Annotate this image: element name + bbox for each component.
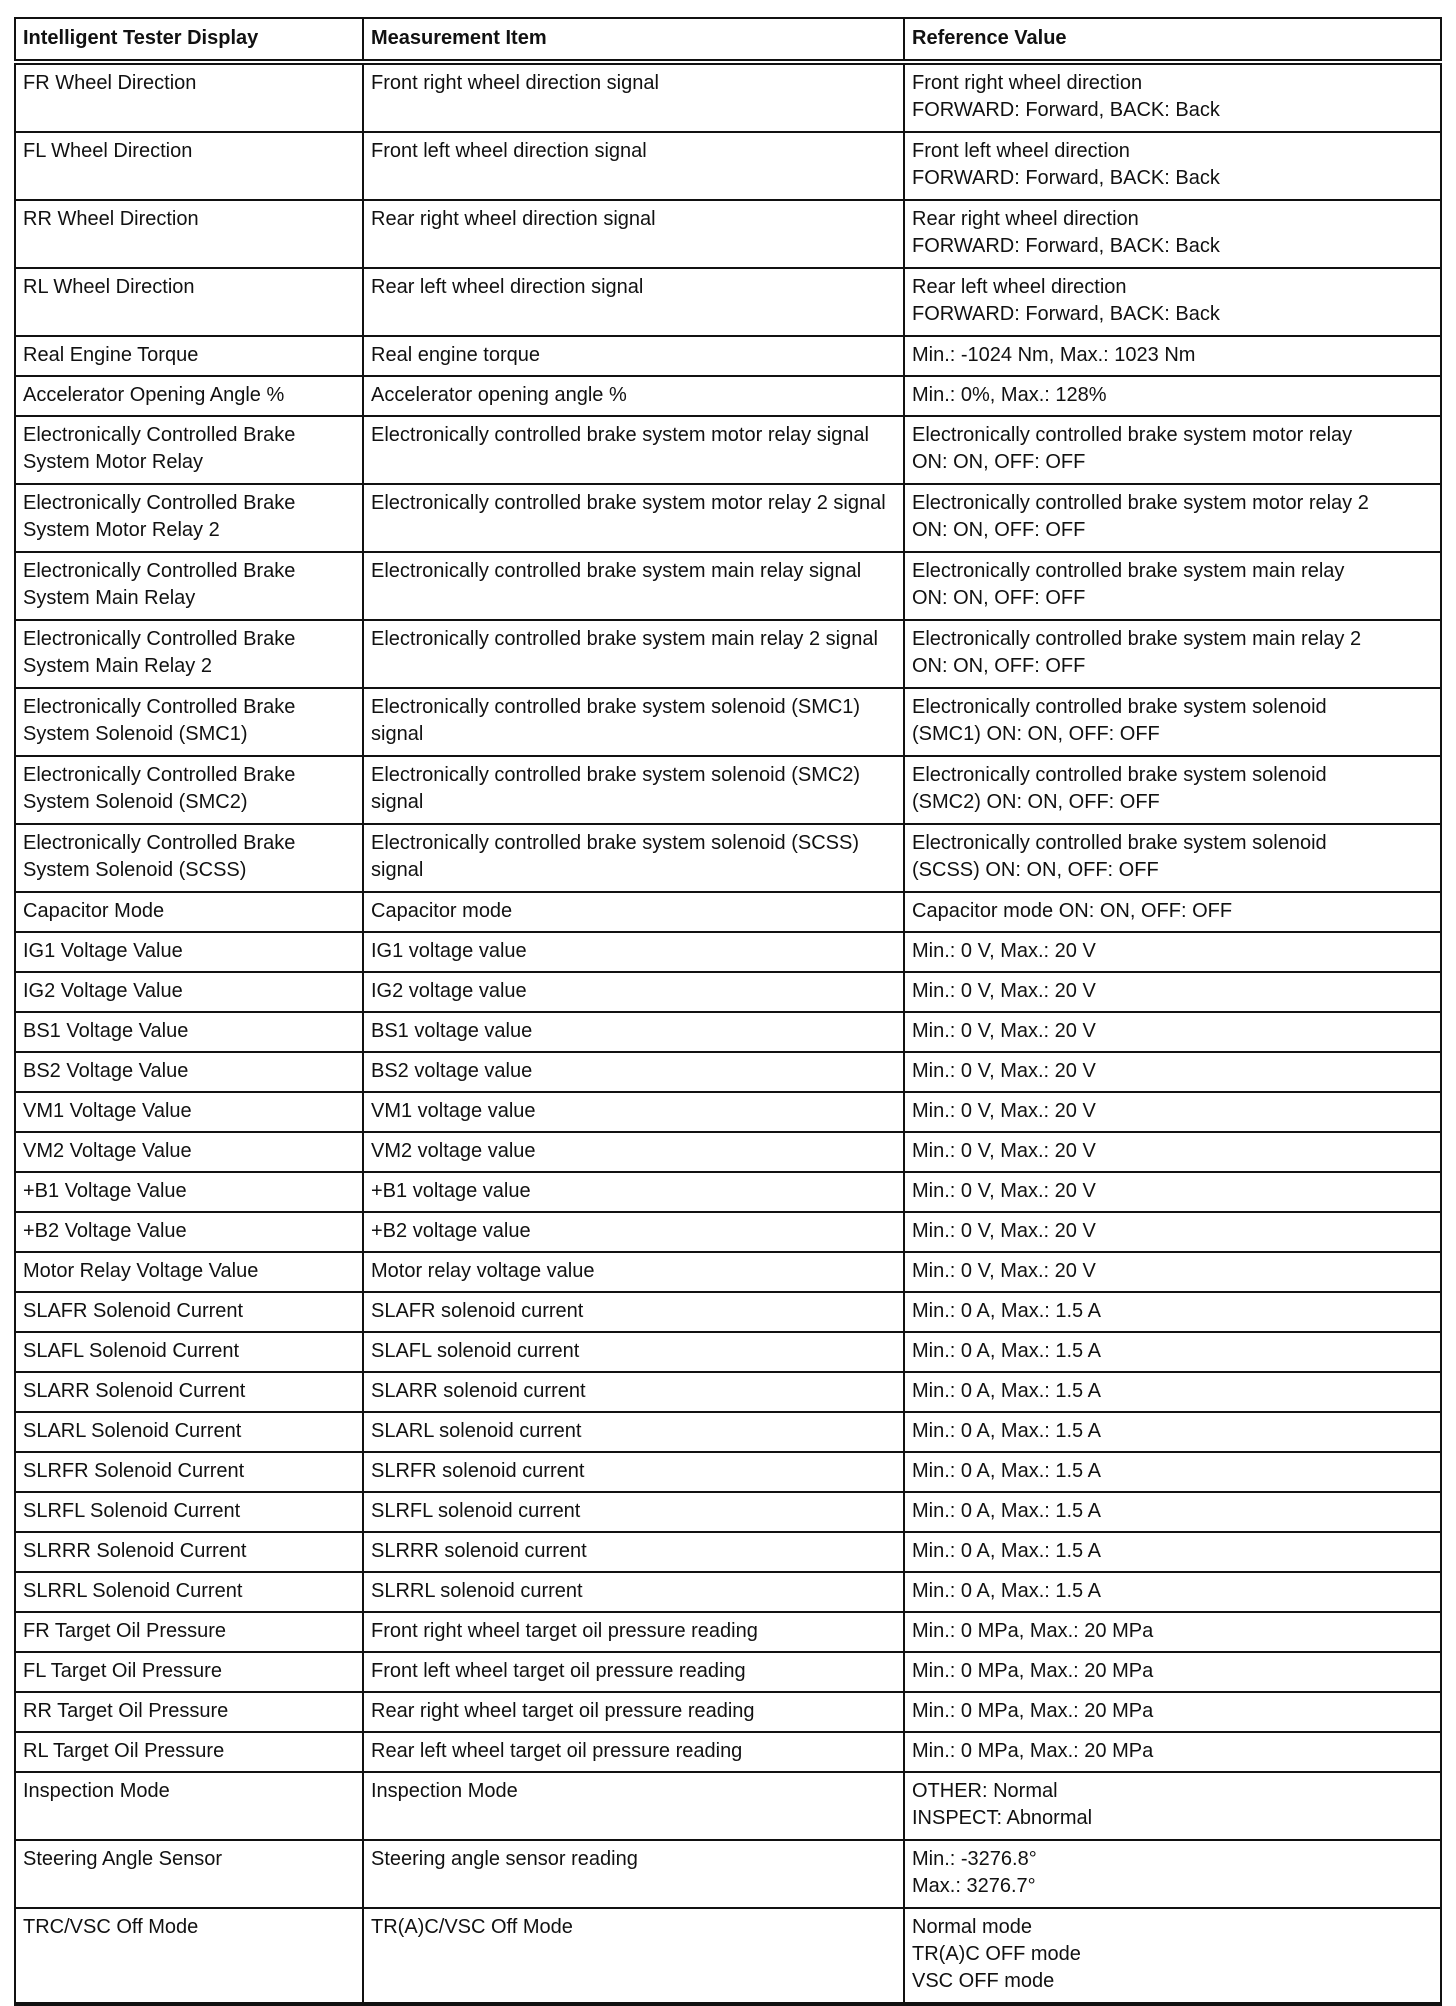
cell-tester-display: Electronically Controlled Brake System Motor Relay — [15, 416, 363, 484]
table-row — [15, 1692, 1441, 1732]
table-row — [15, 1012, 1441, 1052]
cell-reference-value — [904, 972, 1441, 1012]
cell-tester-display: Electronically Controlled Brake System Motor Relay 2 — [15, 484, 363, 552]
cell-reference-value — [904, 200, 1441, 268]
cell-measurement-item: Rear left wheel direction signal — [363, 268, 904, 336]
cell-tester-display: Capacitor Mode — [15, 892, 363, 932]
table-row — [15, 1332, 1441, 1372]
cell-measurement-item: TR(A)C/VSC Off Mode — [363, 1908, 904, 2004]
cell-tester-display: IG1 Voltage Value — [15, 932, 363, 972]
reference-line: Electronically controlled brake system solenoid — [912, 696, 1327, 718]
reference-line: Min.: 0 V, Max.: 20 V — [912, 1260, 1096, 1282]
cell-measurement-item: SLAFL solenoid current — [363, 1332, 904, 1372]
cell-reference-value — [904, 552, 1441, 620]
cell-measurement-item: SLRFL solenoid current — [363, 1492, 904, 1532]
cell-measurement-item: SLARR solenoid current — [363, 1372, 904, 1412]
cell-tester-display: +B1 Voltage Value — [15, 1172, 363, 1212]
cell-reference-value — [904, 1532, 1441, 1572]
table-header-row — [15, 18, 1441, 62]
cell-reference-value — [904, 1908, 1441, 2004]
reference-line: Min.: 0%, Max.: 128% — [912, 384, 1107, 406]
reference-line: ON: ON, OFF: OFF — [912, 519, 1086, 541]
cell-measurement-item: VM1 voltage value — [363, 1092, 904, 1132]
table-row — [15, 972, 1441, 1012]
reference-line: Min.: 0 V, Max.: 20 V — [912, 1140, 1096, 1162]
cell-reference-value — [904, 1332, 1441, 1372]
cell-measurement-item: SLRFR solenoid current — [363, 1452, 904, 1492]
table-row — [15, 1572, 1441, 1612]
reference-line: Min.: 0 A, Max.: 1.5 A — [912, 1460, 1101, 1482]
table-row — [15, 1908, 1441, 2004]
reference-line: Min.: 0 MPa, Max.: 20 MPa — [912, 1620, 1154, 1642]
cell-measurement-item: Electronically controlled brake system main relay signal — [363, 552, 904, 620]
table-row — [15, 1092, 1441, 1132]
reference-line: OTHER: Normal — [912, 1780, 1058, 1802]
cell-reference-value — [904, 1292, 1441, 1332]
data-list-table — [14, 17, 1442, 2006]
table-row — [15, 552, 1441, 620]
table-row — [15, 1532, 1441, 1572]
cell-measurement-item: Electronically controlled brake system solenoid (SMC2) signal — [363, 756, 904, 824]
cell-measurement-item: Front right wheel direction signal — [363, 62, 904, 132]
reference-line: Min.: 0 V, Max.: 20 V — [912, 1220, 1096, 1242]
cell-measurement-item: Capacitor mode — [363, 892, 904, 932]
reference-line: Min.: 0 V, Max.: 20 V — [912, 1180, 1096, 1202]
table-row — [15, 1772, 1441, 1840]
table-row — [15, 824, 1441, 892]
cell-tester-display: BS1 Voltage Value — [15, 1012, 363, 1052]
reference-line: Electronically controlled brake system solenoid — [912, 832, 1327, 854]
cell-reference-value — [904, 620, 1441, 688]
cell-tester-display: BS2 Voltage Value — [15, 1052, 363, 1092]
reference-line: Min.: 0 A, Max.: 1.5 A — [912, 1340, 1101, 1362]
table-row — [15, 200, 1441, 268]
table-row — [15, 688, 1441, 756]
reference-line: Min.: 0 A, Max.: 1.5 A — [912, 1580, 1101, 1602]
table-row — [15, 1452, 1441, 1492]
cell-reference-value — [904, 416, 1441, 484]
cell-tester-display: SLARR Solenoid Current — [15, 1372, 363, 1412]
table-row — [15, 62, 1441, 132]
cell-reference-value — [904, 484, 1441, 552]
cell-tester-display: SLRFL Solenoid Current — [15, 1492, 363, 1532]
cell-tester-display: SLARL Solenoid Current — [15, 1412, 363, 1452]
reference-line: (SMC1) ON: ON, OFF: OFF — [912, 723, 1160, 745]
reference-line: Electronically controlled brake system motor relay 2 — [912, 492, 1369, 514]
cell-measurement-item: Front right wheel target oil pressure reading — [363, 1612, 904, 1652]
cell-reference-value — [904, 1732, 1441, 1772]
reference-line: Capacitor mode ON: ON, OFF: OFF — [912, 900, 1233, 922]
cell-measurement-item: +B2 voltage value — [363, 1212, 904, 1252]
reference-line: Min.: 0 A, Max.: 1.5 A — [912, 1420, 1101, 1442]
reference-line: (SCSS) ON: ON, OFF: OFF — [912, 859, 1159, 881]
cell-tester-display: VM2 Voltage Value — [15, 1132, 363, 1172]
table-row — [15, 1292, 1441, 1332]
cell-tester-display: RR Wheel Direction — [15, 200, 363, 268]
cell-tester-display: SLRRR Solenoid Current — [15, 1532, 363, 1572]
header-reference-value: Reference Value — [904, 18, 1441, 62]
reference-line: FORWARD: Forward, BACK: Back — [912, 235, 1220, 257]
table-row — [15, 620, 1441, 688]
cell-measurement-item: Accelerator opening angle % — [363, 376, 904, 416]
cell-reference-value — [904, 1212, 1441, 1252]
table-row — [15, 1840, 1441, 1908]
cell-measurement-item: Rear left wheel target oil pressure reading — [363, 1732, 904, 1772]
reference-line: Min.: 0 V, Max.: 20 V — [912, 1020, 1096, 1042]
cell-measurement-item: Inspection Mode — [363, 1772, 904, 1840]
table-row — [15, 1212, 1441, 1252]
cell-measurement-item: Steering angle sensor reading — [363, 1840, 904, 1908]
reference-line: FORWARD: Forward, BACK: Back — [912, 167, 1220, 189]
cell-tester-display: Motor Relay Voltage Value — [15, 1252, 363, 1292]
cell-reference-value — [904, 1652, 1441, 1692]
cell-measurement-item: SLRRR solenoid current — [363, 1532, 904, 1572]
cell-reference-value — [904, 268, 1441, 336]
table-row — [15, 336, 1441, 376]
cell-reference-value — [904, 62, 1441, 132]
cell-tester-display: FL Target Oil Pressure — [15, 1652, 363, 1692]
cell-measurement-item: Front left wheel target oil pressure reading — [363, 1652, 904, 1692]
reference-line: VSC OFF mode — [912, 1970, 1055, 1992]
cell-tester-display: TRC/VSC Off Mode — [15, 1908, 363, 2004]
cell-reference-value — [904, 132, 1441, 200]
reference-line: Min.: 0 V, Max.: 20 V — [912, 1100, 1096, 1122]
cell-measurement-item: Electronically controlled brake system main relay 2 signal — [363, 620, 904, 688]
cell-tester-display: RL Wheel Direction — [15, 268, 363, 336]
reference-line: Electronically controlled brake system solenoid — [912, 764, 1327, 786]
cell-measurement-item: Electronically controlled brake system motor relay 2 signal — [363, 484, 904, 552]
cell-tester-display: Real Engine Torque — [15, 336, 363, 376]
cell-measurement-item: SLARL solenoid current — [363, 1412, 904, 1452]
reference-line: Min.: 0 MPa, Max.: 20 MPa — [912, 1740, 1154, 1762]
reference-line: Min.: 0 A, Max.: 1.5 A — [912, 1380, 1101, 1402]
cell-measurement-item: +B1 voltage value — [363, 1172, 904, 1212]
cell-reference-value — [904, 1772, 1441, 1840]
reference-line: TR(A)C OFF mode — [912, 1943, 1081, 1965]
cell-reference-value — [904, 1172, 1441, 1212]
table-row — [15, 416, 1441, 484]
cell-reference-value — [904, 1492, 1441, 1532]
reference-line: ON: ON, OFF: OFF — [912, 655, 1086, 677]
reference-line: Rear right wheel direction — [912, 208, 1139, 230]
reference-line: Min.: 0 A, Max.: 1.5 A — [912, 1300, 1101, 1322]
reference-line: Min.: -1024 Nm, Max.: 1023 Nm — [912, 344, 1196, 366]
cell-measurement-item: Electronically controlled brake system solenoid (SCSS) signal — [363, 824, 904, 892]
cell-tester-display: Inspection Mode — [15, 1772, 363, 1840]
reference-line: Electronically controlled brake system motor relay — [912, 424, 1353, 446]
reference-line: Front right wheel direction — [912, 72, 1143, 94]
reference-line: Front left wheel direction — [912, 140, 1130, 162]
reference-line: Normal mode — [912, 1916, 1033, 1938]
reference-line: Rear left wheel direction — [912, 276, 1127, 298]
reference-line: Min.: 0 V, Max.: 20 V — [912, 980, 1096, 1002]
cell-reference-value — [904, 688, 1441, 756]
cell-measurement-item: Front left wheel direction signal — [363, 132, 904, 200]
cell-reference-value — [904, 824, 1441, 892]
reference-line: FORWARD: Forward, BACK: Back — [912, 99, 1220, 121]
reference-line: Min.: 0 MPa, Max.: 20 MPa — [912, 1660, 1154, 1682]
cell-reference-value — [904, 1092, 1441, 1132]
cell-reference-value — [904, 1612, 1441, 1652]
cell-tester-display: SLRRL Solenoid Current — [15, 1572, 363, 1612]
cell-tester-display: FR Wheel Direction — [15, 62, 363, 132]
cell-tester-display: SLAFR Solenoid Current — [15, 1292, 363, 1332]
reference-line: INSPECT: Abnormal — [912, 1807, 1093, 1829]
table-row — [15, 132, 1441, 200]
cell-reference-value — [904, 1692, 1441, 1732]
cell-measurement-item: Electronically controlled brake system motor relay signal — [363, 416, 904, 484]
table-row — [15, 756, 1441, 824]
cell-measurement-item: BS2 voltage value — [363, 1052, 904, 1092]
table-body — [15, 62, 1441, 2004]
table-row — [15, 268, 1441, 336]
cell-tester-display: Electronically Controlled Brake System Solenoid (SCSS) — [15, 824, 363, 892]
cell-measurement-item: Motor relay voltage value — [363, 1252, 904, 1292]
cell-tester-display: FR Target Oil Pressure — [15, 1612, 363, 1652]
table-row — [15, 1492, 1441, 1532]
cell-reference-value — [904, 892, 1441, 932]
cell-reference-value — [904, 756, 1441, 824]
table-row — [15, 1132, 1441, 1172]
table-row — [15, 892, 1441, 932]
cell-reference-value — [904, 1132, 1441, 1172]
cell-reference-value — [904, 1452, 1441, 1492]
cell-tester-display: Electronically Controlled Brake System Main Relay 2 — [15, 620, 363, 688]
cell-measurement-item: VM2 voltage value — [363, 1132, 904, 1172]
reference-line: FORWARD: Forward, BACK: Back — [912, 303, 1220, 325]
reference-line: Min.: 0 A, Max.: 1.5 A — [912, 1540, 1101, 1562]
cell-measurement-item: IG1 voltage value — [363, 932, 904, 972]
cell-tester-display: SLRFR Solenoid Current — [15, 1452, 363, 1492]
header-measurement-item: Measurement Item — [363, 18, 904, 62]
table-row — [15, 376, 1441, 416]
cell-reference-value — [904, 376, 1441, 416]
cell-measurement-item: SLAFR solenoid current — [363, 1292, 904, 1332]
table-row — [15, 1732, 1441, 1772]
table-row — [15, 932, 1441, 972]
table-row — [15, 1412, 1441, 1452]
cell-tester-display: VM1 Voltage Value — [15, 1092, 363, 1132]
reference-line: Min.: 0 MPa, Max.: 20 MPa — [912, 1700, 1154, 1722]
table-row — [15, 1252, 1441, 1292]
reference-line: Max.: 3276.7° — [912, 1875, 1036, 1897]
cell-tester-display: Accelerator Opening Angle % — [15, 376, 363, 416]
cell-tester-display: FL Wheel Direction — [15, 132, 363, 200]
cell-tester-display: Steering Angle Sensor — [15, 1840, 363, 1908]
table-row — [15, 1612, 1441, 1652]
table-row — [15, 1172, 1441, 1212]
reference-line: Electronically controlled brake system main relay 2 — [912, 628, 1362, 650]
reference-line: ON: ON, OFF: OFF — [912, 451, 1086, 473]
cell-reference-value — [904, 1412, 1441, 1452]
reference-line: Min.: 0 V, Max.: 20 V — [912, 940, 1096, 962]
cell-measurement-item: Rear right wheel target oil pressure reading — [363, 1692, 904, 1732]
table-row — [15, 1052, 1441, 1092]
cell-measurement-item: Real engine torque — [363, 336, 904, 376]
cell-tester-display: IG2 Voltage Value — [15, 972, 363, 1012]
cell-tester-display: Electronically Controlled Brake System Solenoid (SMC2) — [15, 756, 363, 824]
reference-line: Min.: 0 V, Max.: 20 V — [912, 1060, 1096, 1082]
cell-reference-value — [904, 336, 1441, 376]
cell-tester-display: Electronically Controlled Brake System Solenoid (SMC1) — [15, 688, 363, 756]
cell-measurement-item: BS1 voltage value — [363, 1012, 904, 1052]
reference-line: Min.: -3276.8° — [912, 1848, 1037, 1870]
header-tester-display: Intelligent Tester Display — [15, 18, 363, 62]
cell-measurement-item: Rear right wheel direction signal — [363, 200, 904, 268]
cell-reference-value — [904, 1372, 1441, 1412]
cell-reference-value — [904, 1012, 1441, 1052]
table-row — [15, 1652, 1441, 1692]
cell-reference-value — [904, 1572, 1441, 1612]
cell-reference-value — [904, 932, 1441, 972]
cell-measurement-item: Electronically controlled brake system solenoid (SMC1) signal — [363, 688, 904, 756]
cell-measurement-item: SLRRL solenoid current — [363, 1572, 904, 1612]
cell-tester-display: SLAFL Solenoid Current — [15, 1332, 363, 1372]
reference-line: (SMC2) ON: ON, OFF: OFF — [912, 791, 1160, 813]
cell-reference-value — [904, 1052, 1441, 1092]
cell-measurement-item: IG2 voltage value — [363, 972, 904, 1012]
cell-reference-value — [904, 1840, 1441, 1908]
table-row — [15, 1372, 1441, 1412]
reference-line: ON: ON, OFF: OFF — [912, 587, 1086, 609]
cell-tester-display: +B2 Voltage Value — [15, 1212, 363, 1252]
reference-line: Electronically controlled brake system main relay — [912, 560, 1345, 582]
cell-tester-display: Electronically Controlled Brake System Main Relay — [15, 552, 363, 620]
reference-line: Min.: 0 A, Max.: 1.5 A — [912, 1500, 1101, 1522]
cell-reference-value — [904, 1252, 1441, 1292]
table-row — [15, 484, 1441, 552]
cell-tester-display: RL Target Oil Pressure — [15, 1732, 363, 1772]
document-page — [14, 17, 1440, 2006]
cell-tester-display: RR Target Oil Pressure — [15, 1692, 363, 1732]
